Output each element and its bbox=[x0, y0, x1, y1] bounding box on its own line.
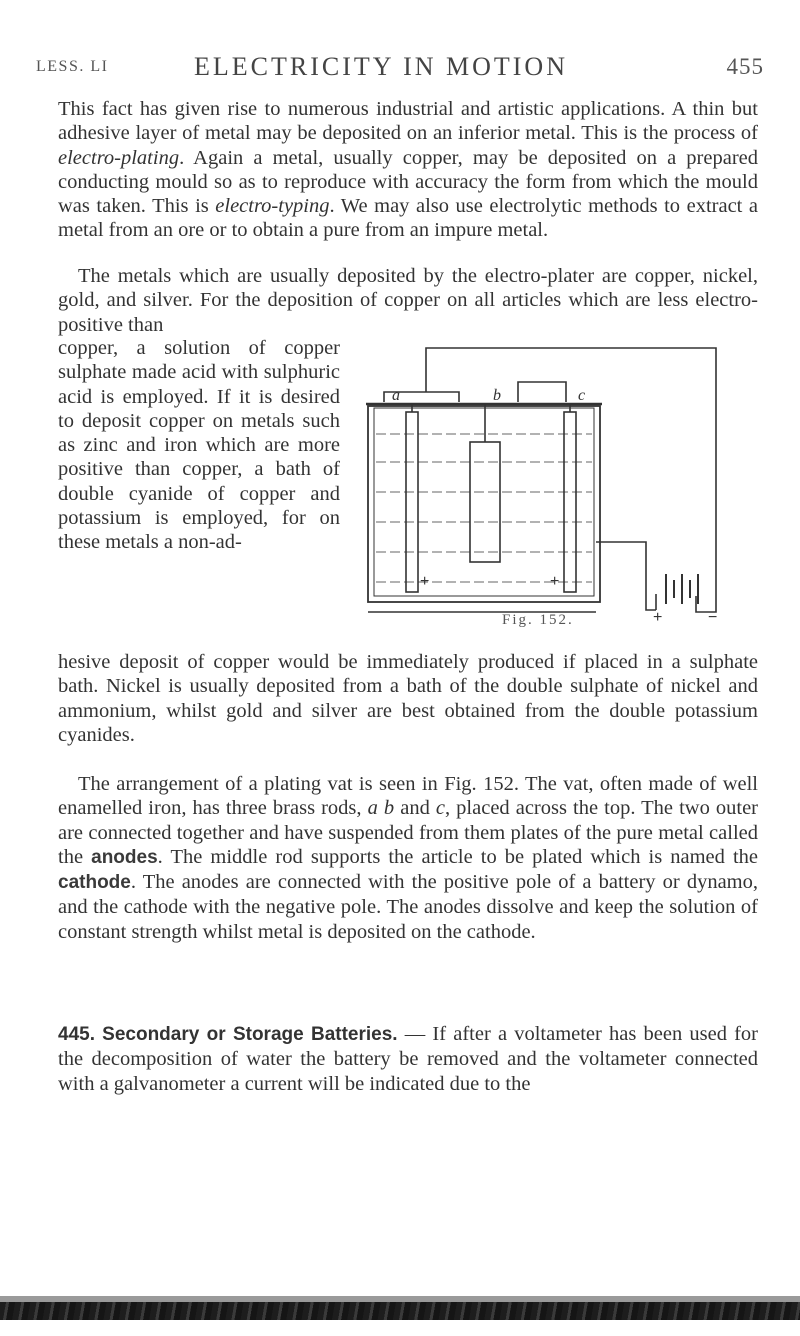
wire-c bbox=[518, 382, 566, 402]
paragraph-electroplating bbox=[58, 97, 758, 243]
battery-icon bbox=[666, 574, 698, 604]
p3-and: and bbox=[400, 797, 430, 820]
term-anodes: anodes bbox=[91, 846, 158, 868]
p1-text-b: . Again a metal, usually copper, may be deposited on a prepared conducting mould so as to reproduce with accuracy the form from which the mould was taken. This is bbox=[58, 146, 758, 218]
paragraph-plating-vat bbox=[58, 772, 758, 944]
plating-vat-diagram bbox=[356, 342, 766, 632]
p1-text-a: This fact has given rise to numerous industrial and artistic applications. A thin but adhesive layer of metal may be deposited on an inferior metal. This is the process of bbox=[58, 98, 758, 145]
section-number: 445. bbox=[58, 1024, 95, 1045]
wire-top bbox=[426, 348, 716, 392]
p2-text-top: The metals which are usually deposited by the electro-plater are copper, nickel, gold, and silver. For the deposition of copper on all articles which are less electro-positive than bbox=[58, 265, 758, 336]
rod-label-c: c bbox=[578, 387, 586, 404]
lesson-label: LESS. LI bbox=[36, 58, 109, 75]
plus-sign-right: + bbox=[550, 573, 560, 590]
figure-plating-vat bbox=[356, 342, 766, 632]
paragraph-metals-bottom bbox=[58, 650, 758, 747]
battery-plus-sign: + bbox=[653, 609, 663, 626]
p1-text-c: . We may also use electrolytic methods to extract a metal from an ore or to obtain a pure from an impure metal. bbox=[58, 195, 758, 242]
section-dash: — bbox=[397, 1023, 433, 1045]
cathode-plate bbox=[470, 442, 500, 562]
plus-sign-left: + bbox=[420, 573, 430, 590]
p2-text-bottom: hesive deposit of copper would be immediately produced if placed in a sulphate bath. Nickel is usually deposited from a bath of the double sulphate of nickel and ammonium, whilst gold and silver are best obtained from the double potassium cyanides. bbox=[58, 651, 758, 746]
solution-lines bbox=[376, 434, 592, 582]
section-445 bbox=[58, 1022, 758, 1096]
wire-battery-plus bbox=[596, 542, 656, 610]
section-text: If after a voltameter has been used for the decomposition of water the battery be removed and the voltameter connected with a galvanometer a current will be indicated due to the bbox=[58, 1023, 759, 1095]
anode-plate-right bbox=[564, 412, 576, 592]
term-electro-typing: electro-typing bbox=[215, 195, 330, 218]
rod-c-ref: c bbox=[435, 797, 445, 820]
term-electro-plating: electro-plating bbox=[58, 146, 180, 169]
rod-label-b: b bbox=[493, 387, 501, 404]
rod-a-ref: a bbox=[367, 797, 378, 820]
term-cathode: cathode bbox=[58, 872, 131, 894]
running-title: ELECTRICITY IN MOTION bbox=[194, 52, 568, 81]
paragraph-metals-top bbox=[58, 264, 758, 337]
p3-text-c: . The middle rod supports the article to be plated which is named the bbox=[157, 845, 759, 868]
rod-b-ref: b bbox=[383, 797, 395, 820]
vat bbox=[368, 406, 600, 602]
p2-text-wrap: copper, a solution of copper sulphate made acid with sulphuric acid is employed. If it is desired to deposit copper on metals such as zinc and iron which are more positive than copper, a bath of double cyanide of copper and potassium is employed, for on these metals a non-ad- bbox=[58, 337, 340, 554]
anode-plate-left bbox=[406, 412, 418, 592]
figure-caption: Fig. 152. bbox=[502, 612, 574, 628]
page-header bbox=[36, 52, 764, 86]
page-bottom-band bbox=[0, 1302, 800, 1320]
page-number: 455 bbox=[726, 54, 764, 79]
p3-text-b: , placed across the top. The two outer are connected together and have suspended from them plates of the pure metal called the bbox=[58, 797, 758, 868]
section-title: Secondary or Storage Batteries. bbox=[102, 1024, 398, 1045]
battery-minus-sign: − bbox=[708, 609, 718, 626]
rod-label-a: a bbox=[392, 387, 400, 404]
p3-text-d: . The anodes are connected with the positive pole of a battery or dynamo, and the cathode with the negative pole. The anodes dissolve and keep the solution of constant strength whilst metal is deposited on the cathode. bbox=[58, 871, 758, 943]
paragraph-metals-wrap bbox=[58, 336, 340, 555]
p3-text-a: The arrangement of a plating vat is seen in Fig. 152. The vat, often made of well enamelled iron, has three brass rods, bbox=[58, 773, 758, 820]
